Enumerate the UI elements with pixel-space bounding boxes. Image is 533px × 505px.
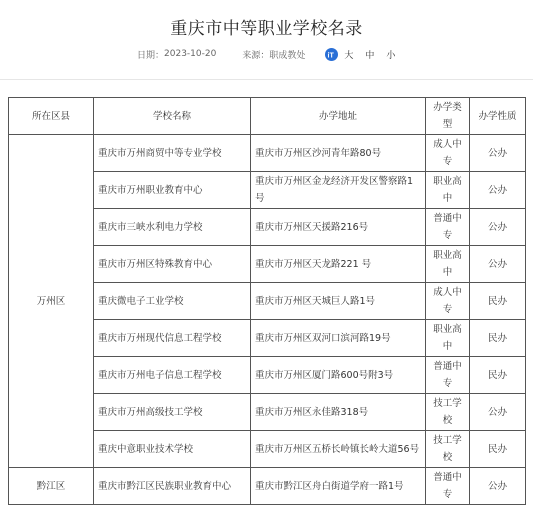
nature-cell: 民办 [470, 357, 526, 394]
address-cell: 重庆市万州区厦门路600号附3号 [251, 357, 426, 394]
school-name-cell: 重庆市三峡水利电力学校 [94, 209, 251, 246]
table-header-row [9, 98, 526, 135]
nature-cell: 公办 [470, 246, 526, 283]
nature-cell: 公办 [470, 394, 526, 431]
source-value: 职成教处 [269, 50, 306, 61]
address-cell: 重庆市万州区天城巨人路1号 [251, 283, 426, 320]
address-cell: 重庆市黔江区舟白街道学府一路1号 [251, 468, 426, 505]
type-cell: 普通中专 [426, 468, 470, 505]
address-cell: 重庆市万州区天龙路221 号 [251, 246, 426, 283]
type-cell: 技工学校 [426, 431, 470, 468]
school-name-cell: 重庆市万州商贸中等专业学校 [94, 135, 251, 172]
header-district: 所在区县 [9, 98, 94, 135]
district-cell: 黔江区 [9, 468, 94, 505]
article-meta [137, 46, 407, 62]
nature-cell: 公办 [470, 172, 526, 209]
table-row [9, 135, 526, 172]
nature-cell: 公办 [470, 468, 526, 505]
address-cell: 重庆市万州区沙河青年路80号 [251, 135, 426, 172]
nature-cell: 民办 [470, 431, 526, 468]
font-size-medium-button[interactable]: 中 [365, 50, 375, 61]
type-cell: 职业高中 [426, 320, 470, 357]
svg-text:iT: iT [327, 52, 335, 59]
font-size-small-button[interactable]: 小 [386, 50, 396, 61]
school-name-cell: 重庆市万州职业教育中心 [94, 172, 251, 209]
date-value: 2023-10-20 [164, 49, 217, 59]
nature-cell: 民办 [470, 320, 526, 357]
header-school-nature: 办学性质 [470, 98, 526, 135]
nature-cell: 公办 [470, 209, 526, 246]
nature-cell: 民办 [470, 283, 526, 320]
school-name-cell: 重庆微电子工业学校 [94, 283, 251, 320]
source-label: 来源： [242, 50, 270, 61]
school-name-cell: 重庆市万州区特殊教育中心 [94, 246, 251, 283]
type-cell: 技工学校 [426, 394, 470, 431]
font-size-icon [325, 48, 338, 61]
header-address: 办学地址 [251, 98, 426, 135]
type-cell: 成人中专 [426, 283, 470, 320]
type-cell: 普通中专 [426, 209, 470, 246]
address-cell: 重庆市万州区金龙经济开发区警察路1号 [251, 172, 426, 209]
district-cell: 万州区 [9, 135, 94, 468]
address-cell: 重庆市万州区天援路216号 [251, 209, 426, 246]
address-cell: 重庆市万州区双河口滨河路19号 [251, 320, 426, 357]
school-table [8, 97, 526, 505]
nature-cell: 公办 [470, 135, 526, 172]
school-table-container [8, 97, 525, 505]
type-cell: 普通中专 [426, 357, 470, 394]
type-cell: 职业高中 [426, 172, 470, 209]
type-cell: 职业高中 [426, 246, 470, 283]
article-header [0, 0, 533, 80]
table-row [9, 468, 526, 505]
school-name-cell: 重庆中意职业技术学校 [94, 431, 251, 468]
date-label: 日期： [137, 50, 165, 61]
page-title: 重庆市中等职业学校名录 [170, 19, 363, 39]
header-school-name: 学校名称 [94, 98, 251, 135]
header-school-type: 办学类型 [426, 98, 470, 135]
type-cell: 成人中专 [426, 135, 470, 172]
school-name-cell: 重庆市万州现代信息工程学校 [94, 320, 251, 357]
header-divider [0, 79, 533, 80]
address-cell: 重庆市万州区五桥长岭镇长岭大道56号 [251, 431, 426, 468]
school-name-cell: 重庆市万州电子信息工程学校 [94, 357, 251, 394]
font-size-large-button[interactable]: 大 [344, 50, 354, 61]
school-name-cell: 重庆市万州高级技工学校 [94, 394, 251, 431]
school-name-cell: 重庆市黔江区民族职业教育中心 [94, 468, 251, 505]
address-cell: 重庆市万州区永佳路318号 [251, 394, 426, 431]
